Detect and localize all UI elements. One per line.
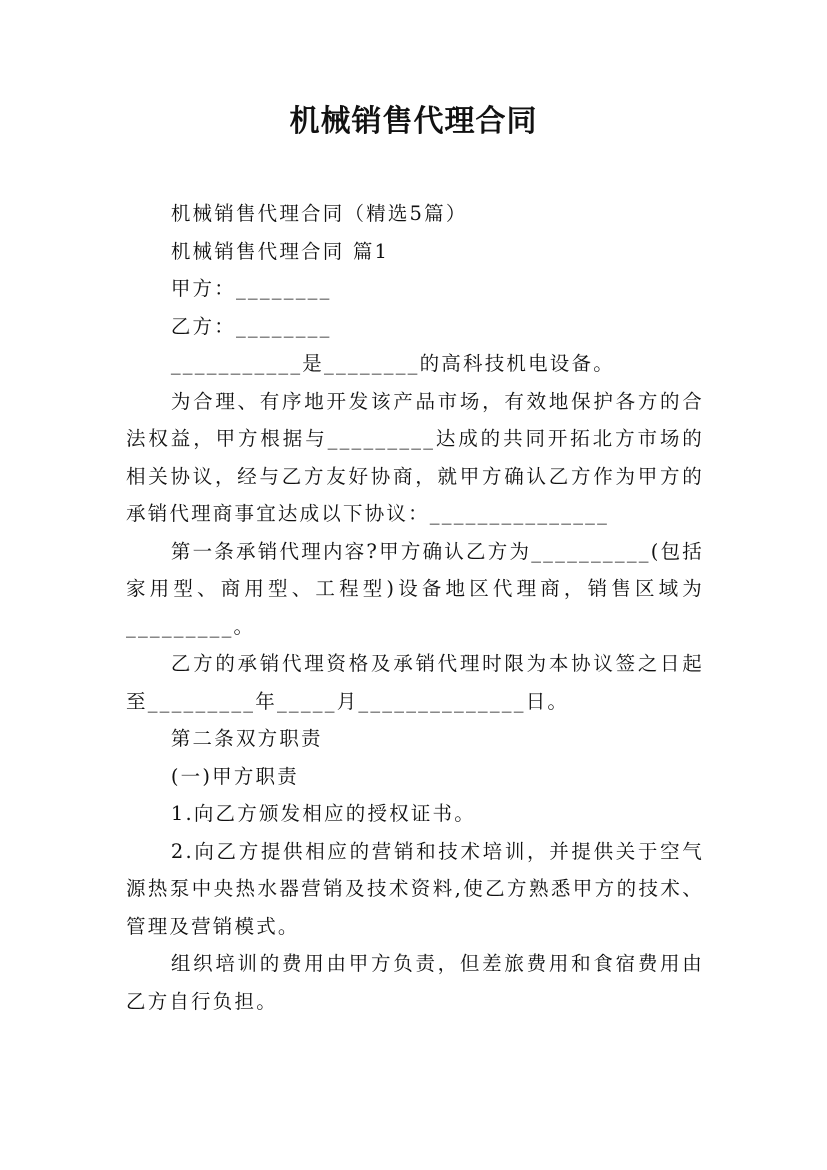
document-body <box>126 195 704 1020</box>
paragraph-subtitle: 机械销售代理合同（精选5篇） <box>170 202 468 225</box>
paragraph-article-1: 第一条承销代理内容?甲方确认乙方为__________(包括家用型、商用型、工程型)设备地区代理商，销售区域为_________。 <box>126 539 704 638</box>
paragraph-section-heading: 机械销售代理合同 篇1 <box>170 239 390 263</box>
paragraph-party-b: 乙方：________ <box>170 314 332 338</box>
paragraph-training-cost: 组织培训的费用由甲方负责，但差旅费用和食宿费用由乙方自行负担。 <box>126 952 704 1013</box>
document-title: 机械销售代理合同 <box>289 104 538 139</box>
paragraph-product: ___________是________的高科技机电设备。 <box>170 352 615 375</box>
paragraph-duty-2: 2.向乙方提供相应的营销和技术培训，并提供关于空气源热泵中央热水器营销及技术资料,使乙方熟悉甲方的技术、管理及营销模式。 <box>126 839 704 938</box>
paragraph-duty-1: 1.向乙方颁发相应的授权证书。 <box>170 802 476 825</box>
paragraph-party-a: 甲方：________ <box>170 277 332 300</box>
paragraph-term: 乙方的承销代理资格及承销代理时限为本协议签之日起至_________年_____月______________日。 <box>126 652 704 713</box>
paragraph-party-a-duties: (一)甲方职责 <box>170 764 299 788</box>
paragraph-preamble: 为合理、有序地开发该产品市场，有效地保护各方的合法权益，甲方根据与_________达成的共同开拓北方市场的相关协议，经与乙方友好协商，就甲方确认乙方作为甲方的承销代理商事宜达成以下协议：_______________ <box>126 389 704 525</box>
paragraph-article-2: 第二条双方职责 <box>170 727 323 750</box>
